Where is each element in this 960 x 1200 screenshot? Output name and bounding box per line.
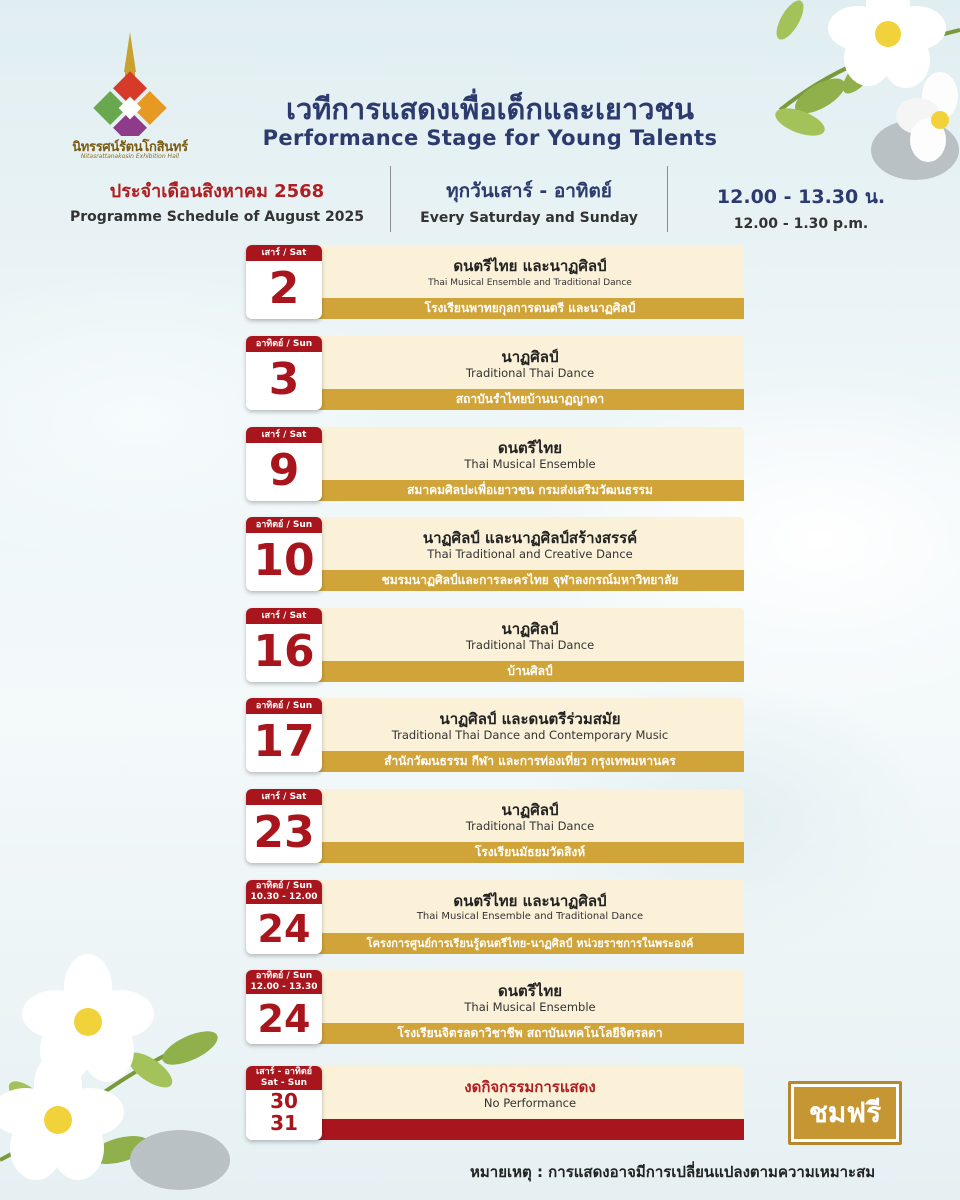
performance-title-thai: นาฏศิลป์ และดนตรีร่วมสมัย [439,710,621,728]
time-slot: 10.30 - 12.00 [250,892,318,902]
performance-title-english: Thai Musical Ensemble and Traditional Dance [428,278,632,288]
weekday-text: อาทิตย์ / Sun [255,971,313,981]
schedule-row [246,1066,744,1140]
performer-name [316,1119,744,1140]
weekday-label: เสาร์ / Sat [246,608,322,624]
logo-text: นิทรรศน์รัตนโกสินทร์ [72,140,188,155]
days-block [398,176,660,226]
weekday-label: เสาร์ / Sat [246,245,322,261]
schedule-row [246,517,744,591]
weekday-text-english: Sat - Sun [260,1078,308,1088]
performer-name: สถาบันรำไทยบ้านนาฏญาดา [316,389,744,410]
flower-decoration-bottom-left [0,950,240,1200]
time-slot: 12.00 - 13.30 [250,982,318,992]
performer-name: โรงเรียนพาทยกุลการดนตรี และนาฏศิลป์ [316,298,744,319]
month-english: Programme Schedule of August 2025 [70,209,364,225]
date-card [246,789,322,863]
day-number: 23 [253,807,315,858]
performer-name: ชมรมนาฏศิลป์และการละครไทย จุฬาลงกรณ์มหาวิทยาลัย [316,570,744,591]
time-english: 12.00 - 1.30 p.m. [733,216,869,232]
performance-title-thai: ดนตรีไทย [497,982,562,1000]
date-card [246,336,322,410]
divider [390,166,391,232]
performance-title-english: Thai Musical Ensemble [464,1000,596,1014]
date-card [246,1066,322,1140]
schedule-row [246,427,744,501]
performance-title-english: Traditional Thai Dance [465,366,595,380]
schedule-row [246,880,744,954]
schedule-row [246,789,744,863]
day-number: 2 [268,263,300,314]
performer-name: สมาคมศิลปะเพื่อเยาวชน กรมส่งเสริมวัฒนธรรม [316,480,744,501]
schedule-row [246,608,744,682]
day-number: 30 [270,1089,298,1113]
performance-title-english: Thai Musical Ensemble and Traditional Dance [416,911,644,922]
performance-title-english: Thai Musical Ensemble [464,457,596,471]
weekday-label [246,970,322,994]
date-card [246,427,322,501]
performance-title-thai: งดกิจกรรมการแสดง [464,1078,596,1096]
performer-name: โครงการศูนย์การเรียนรู้ดนตรีไทย-นาฏศิลป์ หน่วยราชการในพระองค์ [316,933,744,954]
time-thai: 12.00 - 13.30 น. [716,186,886,208]
weekday-label: เสาร์ / Sat [246,789,322,805]
day-number: 9 [268,445,300,496]
schedule-row [246,336,744,410]
date-card [246,970,322,1044]
schedule-row [246,245,744,319]
month-thai: ประจำเดือนสิงหาคม 2568 [109,181,325,202]
day-number: 24 [257,997,311,1041]
performance-title-english: No Performance [483,1096,577,1110]
date-card [246,698,322,772]
performance-title-thai: ดนตรีไทย [497,439,562,457]
performance-title-thai: ดนตรีไทย และนาฏศิลป์ [453,892,607,910]
divider [667,166,668,232]
days-english: Every Saturday and Sunday [420,210,638,226]
weekday-label: อาทิตย์ / Sun [246,336,322,352]
performance-title-thai: นาฏศิลป์ [501,348,559,366]
performance-title-thai: นาฏศิลป์ [501,801,559,819]
days-thai: ทุกวันเสาร์ - อาทิตย์ [446,180,612,202]
weekday-label: อาทิตย์ / Sun [246,698,322,714]
performance-title-english: Traditional Thai Dance [465,638,595,652]
page-title-thai: เวทีการแสดงเพื่อเด็กและเยาวชน [286,92,694,126]
date-card [246,245,322,319]
logo-subtext: Nitasrattanakosin Exhibition Hall [80,153,180,160]
schedule-row [246,698,744,772]
performer-name: โรงเรียนจิตรลดาวิชาชีพ สถาบันเทคโนโลยีจิตรลดา [316,1023,744,1044]
month-block [52,176,382,225]
schedule-row [246,970,744,1044]
performance-title-english: Traditional Thai Dance [465,819,595,833]
time-block [676,176,926,232]
performance-title-thai: นาฏศิลป์ และนาฏศิลป์สร้างสรรค์ [422,529,638,547]
performer-name: บ้านศิลป์ [316,661,744,682]
performer-name: สำนักวัฒนธรรม กีฬา และการท่องเที่ยว กรุงเทพมหานคร [316,751,744,772]
weekday-text: เสาร์ - อาทิตย์ [256,1067,312,1077]
weekday-label [246,1066,322,1090]
logo-icon [72,32,188,136]
date-card [246,608,322,682]
performance-title-english: Thai Traditional and Creative Dance [427,547,633,561]
day-number: 10 [253,535,315,586]
performer-name: โรงเรียนมัธยมวัดสิงห์ [316,842,744,863]
day-number: 17 [253,716,315,767]
date-card [246,517,322,591]
footnote: หมายเหตุ : การแสดงอาจมีการเปลี่ยนแปลงตามความเหมาะสม [470,1163,876,1181]
day-number: 31 [270,1111,298,1135]
page-title-english: Performance Stage for Young Talents [262,126,718,150]
date-card [246,880,322,954]
day-number: 24 [257,907,311,951]
weekday-label [246,880,322,904]
day-number: 3 [268,354,300,405]
performance-title-thai: นาฏศิลป์ [501,620,559,638]
logo [72,32,188,158]
weekday-label: เสาร์ / Sat [246,427,322,443]
weekday-label: อาทิตย์ / Sun [246,517,322,533]
performance-title-thai: ดนตรีไทย และนาฏศิลป์ [453,257,607,275]
day-number: 16 [253,626,315,677]
free-admission-badge: ชมฟรี [788,1081,902,1145]
weekday-text: อาทิตย์ / Sun [255,881,313,891]
performance-title-english: Traditional Thai Dance and Contemporary Music [391,728,669,742]
